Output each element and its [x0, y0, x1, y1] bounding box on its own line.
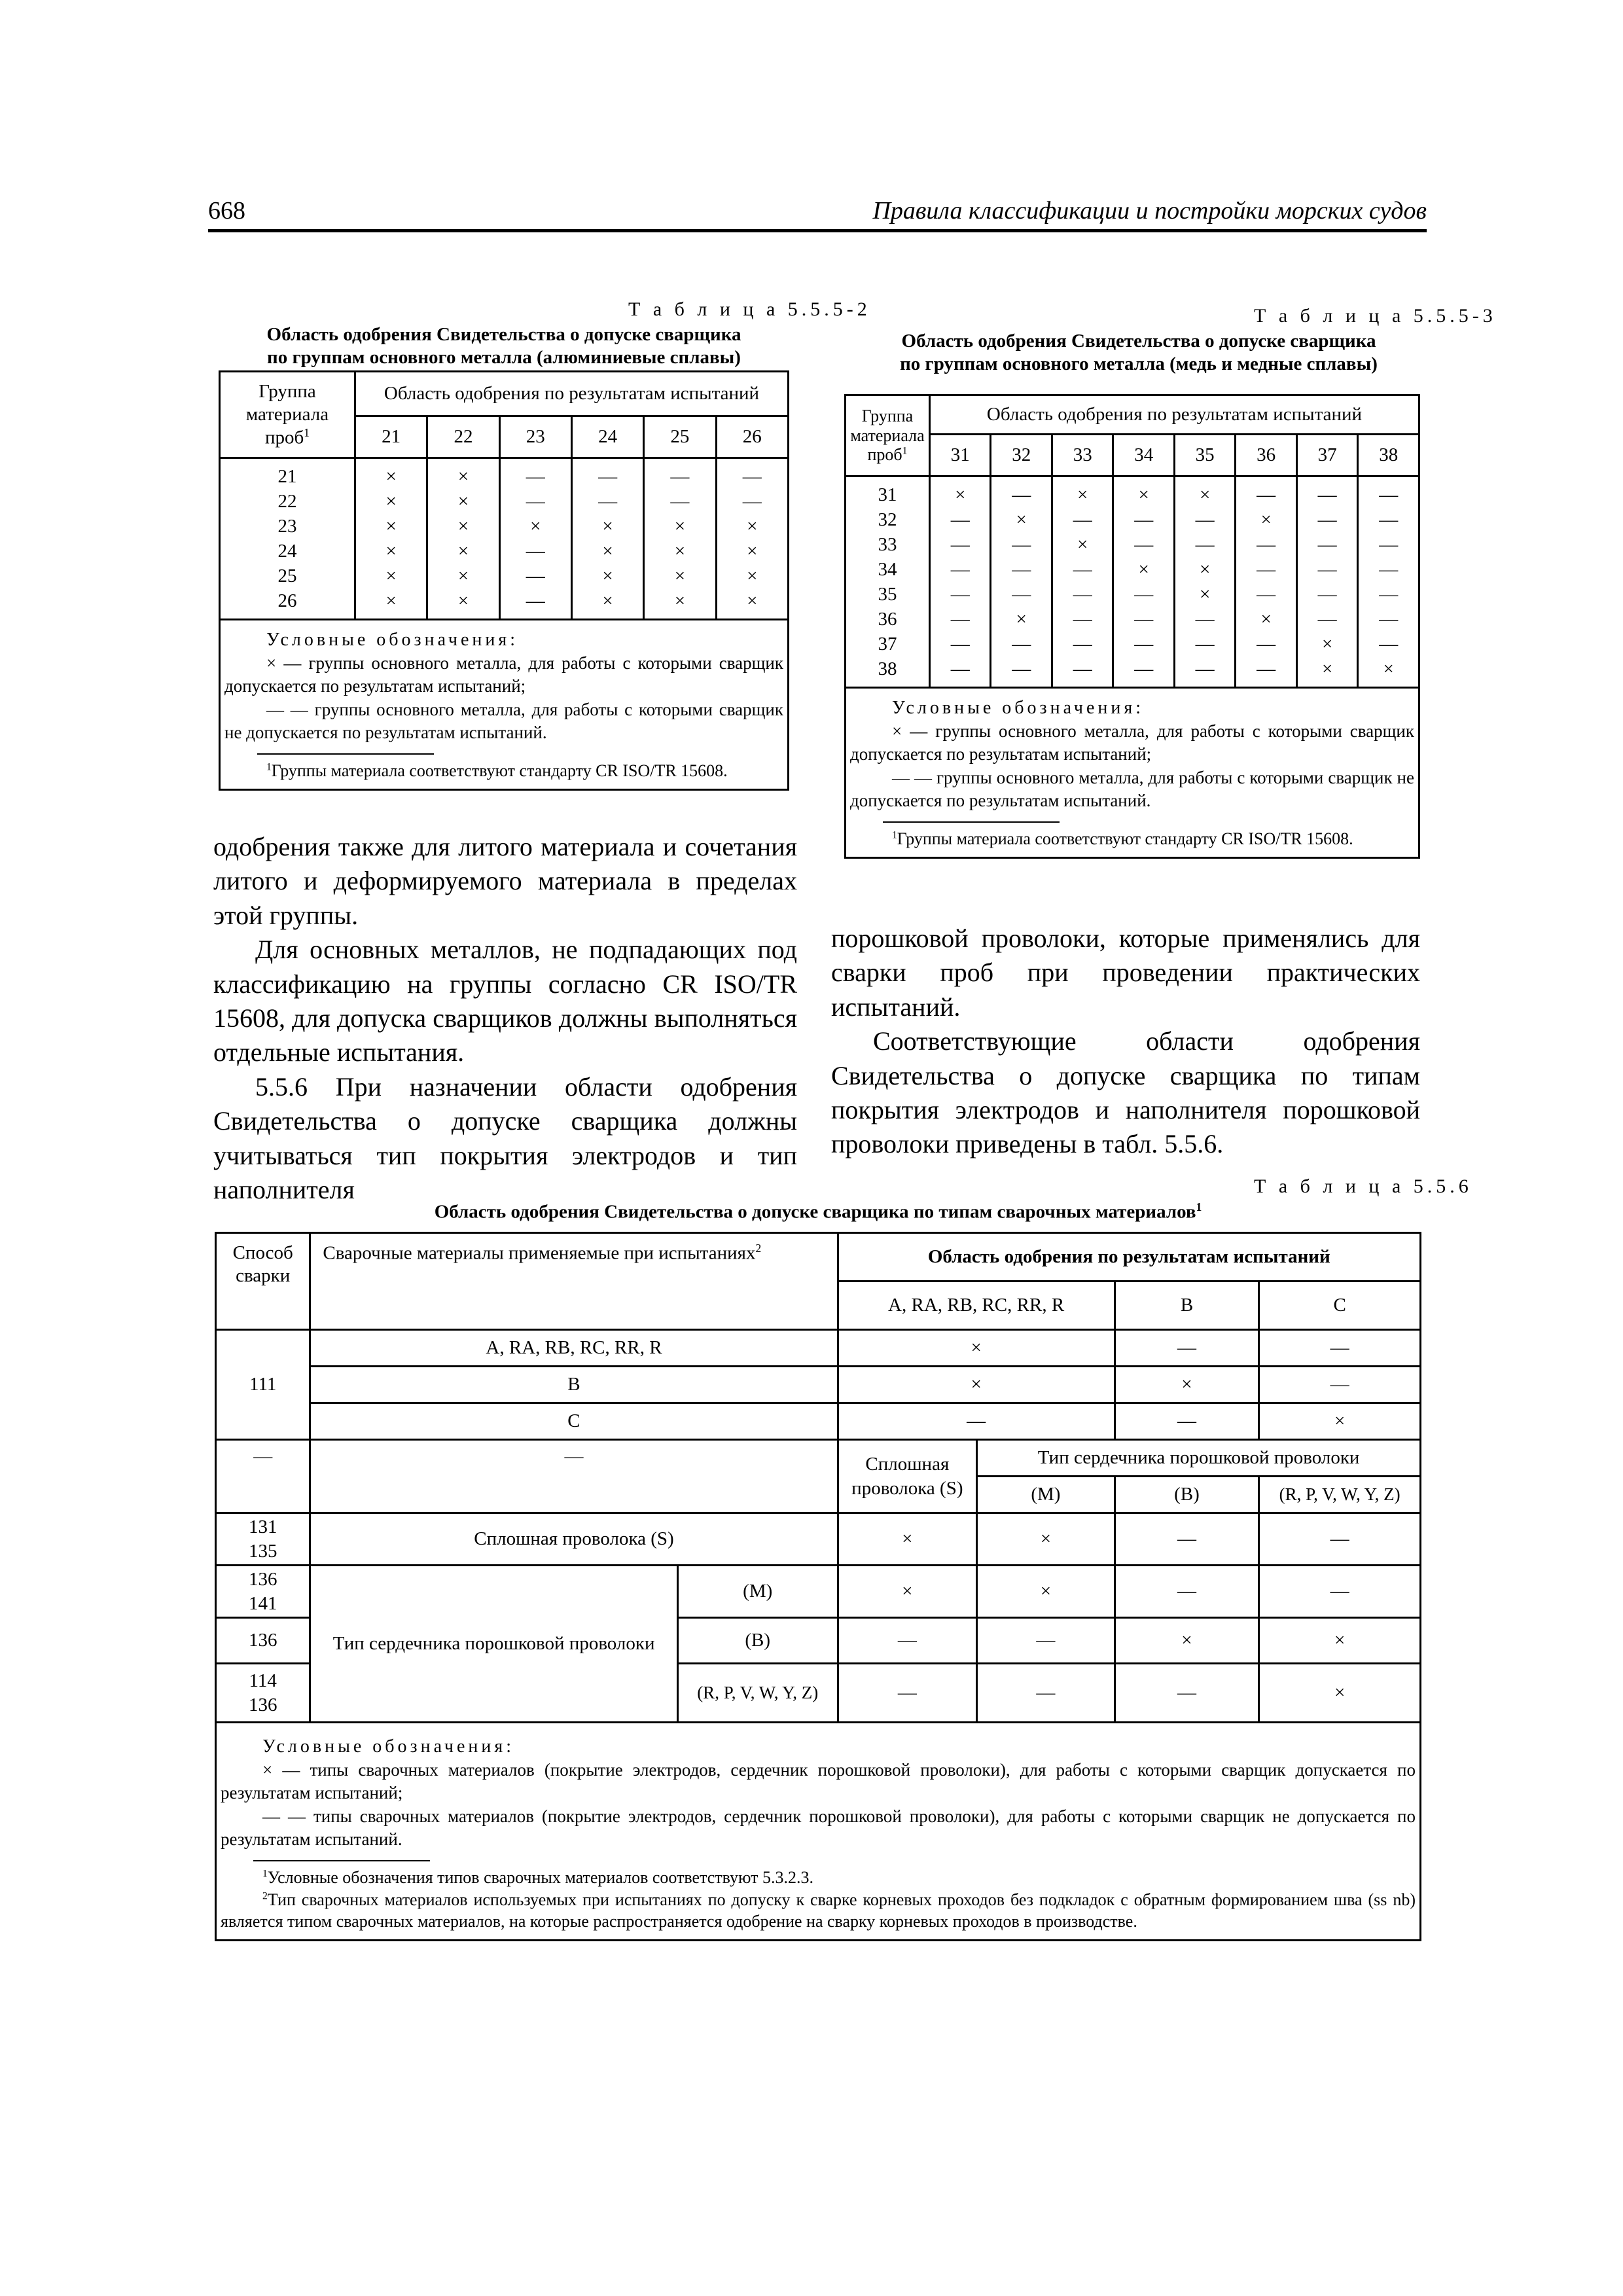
cell-mark: —: [1073, 559, 1092, 580]
table2-header-area: Область одобрения по результатам испытаний: [930, 395, 1419, 435]
t3-header-method: Способ сварки: [216, 1233, 310, 1330]
cell-mark: —: [1195, 658, 1215, 679]
table2-value-column: [930, 476, 991, 688]
legend-x: × — группы основного металла, для работы с которыми сварщик допускается по результатам испытаний;: [850, 721, 1414, 764]
t3-method-m: 136 141: [216, 1566, 310, 1618]
table3-footnote-1: Условные обозначения типов сварочных материалов соответствуют 5.3.2.3.: [267, 1867, 813, 1887]
t3-cell: ×: [977, 1513, 1115, 1566]
t3-core-label: Тип сердечника порошковой проволоки: [310, 1566, 678, 1723]
table2-value-column: [1358, 476, 1419, 688]
t3-cell: —: [1259, 1513, 1421, 1566]
t1-col-header: 25: [644, 416, 716, 458]
group-label: 37: [878, 634, 897, 655]
cell-mark: —: [1012, 534, 1031, 555]
cell-mark: —: [1134, 534, 1154, 555]
cell-mark: —: [526, 541, 545, 562]
t3-method-b: 136: [216, 1618, 310, 1664]
t3-cell: ×: [1259, 1403, 1421, 1440]
cell-mark: —: [1317, 559, 1337, 580]
cell-mark: —: [670, 466, 690, 487]
table3: [215, 1232, 1421, 1941]
t3-sub-solid: Сплошная проволока (S): [838, 1440, 977, 1513]
cell-mark: ×: [1383, 658, 1394, 679]
cell-mark: ×: [1321, 634, 1333, 655]
legend-x: × — группы основного металла, для работы с которыми сварщик допускается по результатам испытаний;: [224, 653, 783, 696]
table2-value-column: [991, 476, 1052, 688]
cell-mark: —: [1134, 509, 1154, 530]
t3-sub-m: (M): [977, 1477, 1115, 1513]
table1-header-area: Область одобрения по результатам испытаний: [355, 372, 789, 416]
cell-mark: ×: [1077, 484, 1088, 505]
cell-mark: ×: [674, 590, 686, 611]
group-label: 26: [277, 590, 297, 611]
t2-col-header: 33: [1052, 435, 1113, 476]
body-paragraph-section: [213, 1070, 797, 1208]
table2-value-column: [1052, 476, 1113, 688]
cell-mark: —: [1012, 584, 1031, 605]
cell-mark: —: [950, 584, 970, 605]
t3-cell: ×: [1115, 1367, 1259, 1403]
cell-mark: ×: [1260, 609, 1272, 630]
table2-caption-line: по группам основного металла (медь и медные сплавы): [900, 353, 1378, 374]
section-number: 5.5.6: [255, 1071, 308, 1102]
table1-footnote: Группы материала соответствуют стандарту CR ISO/TR 15608.: [271, 761, 728, 780]
legend-dash: — — группы основного металла, для работы с которыми сварщик не допускается по результатам испытаний.: [850, 767, 1414, 810]
cell-mark: —: [526, 466, 545, 487]
t3-cell: —: [1259, 1367, 1421, 1403]
footnote-rule: [883, 821, 1060, 823]
cell-mark: ×: [1138, 559, 1149, 580]
table2-value-column: [1296, 476, 1357, 688]
cell-mark: —: [1073, 584, 1092, 605]
t3-header-c3: C: [1259, 1282, 1421, 1330]
cell-mark: ×: [674, 541, 686, 562]
cell-mark: ×: [1200, 584, 1211, 605]
t3-mat: A, RA, RB, RC, RR, R: [310, 1330, 838, 1367]
t3-cell: ×: [838, 1513, 977, 1566]
t3-mat: (B): [677, 1618, 838, 1664]
table1-caption-line: по группам основного металла (алюминиевые сплавы): [267, 346, 741, 368]
t1-col-header: 22: [427, 416, 499, 458]
table2-group-column: [846, 476, 930, 688]
cell-mark: —: [1134, 584, 1154, 605]
group-label: 38: [878, 658, 897, 679]
cell-mark: —: [1379, 634, 1399, 655]
cell-mark: —: [1379, 484, 1399, 505]
cell-mark: —: [1195, 609, 1215, 630]
cell-mark: ×: [602, 590, 613, 611]
table1-header-group: Группа материала проб$^1$: [220, 372, 355, 458]
table2-footnote: Группы материала соответствуют стандарту CR ISO/TR 15608.: [897, 829, 1353, 848]
cell-mark: —: [1195, 634, 1215, 655]
t3-mat: B: [310, 1367, 838, 1403]
cell-mark: ×: [457, 541, 469, 562]
group-label: 31: [878, 484, 897, 505]
cell-mark: ×: [602, 565, 613, 586]
table2-value-column: [1113, 476, 1174, 688]
t3-method-s: 131 135: [216, 1513, 310, 1566]
cell-mark: —: [742, 491, 762, 512]
cell-mark: ×: [385, 590, 397, 611]
footnote-rule: [253, 1860, 430, 1861]
t1-col-header: 21: [355, 416, 427, 458]
body-left: [213, 830, 797, 1207]
cell-mark: —: [950, 634, 970, 655]
t3-mat: (M): [677, 1566, 838, 1618]
cell-mark: —: [1012, 658, 1031, 679]
cell-mark: —: [526, 590, 545, 611]
header-rule: [208, 229, 1427, 232]
table2: [844, 394, 1420, 859]
cell-mark: —: [1257, 484, 1276, 505]
legend-dash: — — типы сварочных материалов (покрытие электродов, сердечник порошковой проволоки), для работы с которыми сварщик не допускается по результатам испытаний.: [221, 1806, 1416, 1849]
t3-sub-core: Тип сердечника порошковой проволоки: [977, 1440, 1421, 1477]
t3-cell: —: [1115, 1566, 1259, 1618]
cell-mark: —: [1317, 609, 1337, 630]
t3-cell: —: [1115, 1513, 1259, 1566]
cell-mark: —: [1257, 584, 1276, 605]
table1-caption: [209, 323, 798, 369]
cell-mark: ×: [674, 565, 686, 586]
t2-col-header: 38: [1358, 435, 1419, 476]
cell-mark: —: [1134, 658, 1154, 679]
t3-cell: ×: [977, 1566, 1115, 1618]
t3-cell: —: [1115, 1403, 1259, 1440]
cell-mark: ×: [457, 590, 469, 611]
legend-dash: — — группы основного металла, для работы с которыми сварщик не допускается по результатам испытаний.: [224, 699, 783, 742]
t3-header-materials-text: Сварочные материалы применяемые при испытаниях: [323, 1242, 756, 1264]
cell-mark: ×: [1260, 509, 1272, 530]
cell-mark: —: [950, 658, 970, 679]
table1-value-column: [571, 458, 643, 620]
cell-mark: —: [526, 565, 545, 586]
cell-mark: ×: [385, 491, 397, 512]
t3-sub-mat: —: [310, 1440, 838, 1513]
t2-col-header: 37: [1296, 435, 1357, 476]
cell-mark: —: [1012, 484, 1031, 505]
table2-number: Т а б л и ц а 5.5.5-3: [1254, 305, 1497, 327]
cell-mark: —: [1257, 634, 1276, 655]
cell-mark: —: [950, 609, 970, 630]
table3-legend-cell: Условные обозначения: × — типы сварочных материалов (покрытие электродов, сердечник порошковой проволоки), для работы с которыми сварщик допускается по результатам испытаний; — — типы сварочных материалов (покрытие электродов, сердечник порошковой проволоки), для работы с которыми сварщик не допускается по результатам испытаний. $^1$Условные обозначения типов сварочных материалов соответствуют 5.3.2.3. $^2$Тип сварочных материалов используемых при испытаниях по допуску к сварке корневых проходов без подкладок с обратным формированием шва (ss nb) является типом сварочных материалов, на которые распространяется одобрение на сварку корневых проходов в производстве.: [216, 1723, 1421, 1941]
cell-mark: ×: [1200, 484, 1211, 505]
cell-mark: ×: [457, 491, 469, 512]
t3-cell: —: [838, 1403, 1115, 1440]
cell-mark: —: [526, 491, 545, 512]
cell-mark: —: [1195, 534, 1215, 555]
cell-mark: ×: [1016, 609, 1027, 630]
cell-mark: —: [1317, 584, 1337, 605]
t3-cell: —: [977, 1618, 1115, 1664]
t3-method-r: 114 136: [216, 1664, 310, 1723]
t3-cell: ×: [838, 1330, 1115, 1367]
cell-mark: —: [1073, 634, 1092, 655]
body-paragraph: одобрения также для литого материала и сочетания литого и деформируемого материала в пределах этой группы.: [213, 832, 797, 930]
group-label: 33: [878, 534, 897, 555]
t2-col-header: 36: [1236, 435, 1296, 476]
cell-mark: ×: [747, 590, 758, 611]
t3-cell: —: [1259, 1566, 1421, 1618]
t3-cell: —: [838, 1618, 977, 1664]
group-label: 22: [277, 491, 297, 512]
cell-mark: ×: [1200, 559, 1211, 580]
group-label: 36: [878, 609, 897, 630]
body-paragraph: Для основных металлов, не подпадающих под классификацию на группы согласно CR ISO/TR 15608, для допуска сварщиков должны выполняться отдельные испытания.: [213, 935, 797, 1067]
cell-mark: —: [1379, 534, 1399, 555]
table2-caption: [844, 330, 1433, 376]
t3-header-materials: Сварочные материалы применяемые при испытаниях$^2$: [310, 1233, 838, 1330]
cell-mark: —: [1134, 609, 1154, 630]
cell-mark: —: [950, 509, 970, 530]
cell-mark: —: [1257, 559, 1276, 580]
cell-mark: —: [1379, 559, 1399, 580]
t3-cell: ×: [838, 1367, 1115, 1403]
cell-mark: —: [1317, 509, 1337, 530]
cell-mark: ×: [602, 516, 613, 537]
cell-mark: ×: [385, 565, 397, 586]
cell-mark: —: [1073, 658, 1092, 679]
cell-mark: —: [598, 491, 618, 512]
table1-value-column: [427, 458, 499, 620]
t3-cell: —: [838, 1664, 977, 1723]
t3-cell: ×: [1115, 1618, 1259, 1664]
cell-mark: ×: [1016, 509, 1027, 530]
cell-mark: ×: [674, 516, 686, 537]
t3-header-area: Область одобрения по результатам испытаний: [838, 1233, 1420, 1282]
t3-header-c2: B: [1115, 1282, 1259, 1330]
cell-mark: —: [950, 534, 970, 555]
t1-col-header: 23: [499, 416, 571, 458]
t3-method-111: 111: [216, 1330, 310, 1440]
table1-group-column: [220, 458, 355, 620]
footnote-rule: [257, 753, 434, 755]
group-label: 35: [878, 584, 897, 605]
legend-title: Условные обозначения:: [892, 698, 1145, 718]
t3-cell: ×: [838, 1566, 977, 1618]
cell-mark: ×: [457, 516, 469, 537]
table2-value-column: [1236, 476, 1296, 688]
cell-mark: —: [1317, 484, 1337, 505]
page-number: 668: [208, 197, 245, 224]
table2-header-group: Группа материала проб$^1$: [846, 395, 930, 476]
cell-mark: —: [598, 466, 618, 487]
cell-mark: ×: [385, 516, 397, 537]
cell-mark: —: [1012, 634, 1031, 655]
table1-value-column: [716, 458, 788, 620]
t3-cell: —: [1259, 1330, 1421, 1367]
cell-mark: —: [1379, 584, 1399, 605]
t3-mat: Сплошная проволока (S): [310, 1513, 838, 1566]
t3-mat: C: [310, 1403, 838, 1440]
body-right: [831, 922, 1420, 1162]
table2-legend-cell: Условные обозначения: × — группы основного металла, для работы с которыми сварщик допускается по результатам испытаний; — — группы основного металла, для работы с которыми сварщик не допускается по результатам испытаний. $^1$Группы материала соответствуют стандарту CR ISO/TR 15608.: [846, 688, 1419, 858]
t2-col-header: 34: [1113, 435, 1174, 476]
cell-mark: —: [1134, 634, 1154, 655]
cell-mark: ×: [747, 541, 758, 562]
t2-col-header: 35: [1174, 435, 1235, 476]
table1-value-column: [499, 458, 571, 620]
table1-caption-line: Область одобрения Свидетельства о допуске сварщика: [266, 324, 741, 345]
cell-mark: ×: [1321, 658, 1333, 679]
t3-sub-r: (R, P, V, W, Y, Z): [1259, 1477, 1421, 1513]
t3-sub-b: (B): [1115, 1477, 1259, 1513]
cell-mark: —: [1073, 609, 1092, 630]
cell-mark: ×: [530, 516, 541, 537]
table2-caption-line: Область одобрения Свидетельства о допуске сварщика: [901, 331, 1376, 351]
cell-mark: ×: [747, 516, 758, 537]
group-label: 32: [878, 509, 897, 530]
t3-header-c1: A, RA, RB, RC, RR, R: [838, 1282, 1115, 1330]
table1-value-column: [644, 458, 716, 620]
t3-cell: —: [977, 1664, 1115, 1723]
group-label: 21: [277, 466, 297, 487]
t2-col-header: 31: [930, 435, 991, 476]
cell-mark: —: [1379, 609, 1399, 630]
cell-mark: ×: [747, 565, 758, 586]
t1-col-header: 24: [571, 416, 643, 458]
cell-mark: —: [742, 466, 762, 487]
table3-number: Т а б л и ц а 5.5.6: [1254, 1175, 1472, 1197]
group-label: 23: [277, 516, 297, 537]
cell-mark: —: [950, 559, 970, 580]
table1-number: Т а б л и ц а 5.5.5-2: [628, 298, 871, 320]
body-paragraph: Соответствующие области одобрения Свидетельства о допуске сварщика по типам покрытия электродов и наполнителя порошковой проволоки приведены в табл. 5.5.6.: [831, 1026, 1420, 1159]
t2-col-header: 32: [991, 435, 1052, 476]
cell-mark: —: [1195, 509, 1215, 530]
cell-mark: ×: [385, 541, 397, 562]
cell-mark: ×: [602, 541, 613, 562]
t3-mat: (R, P, V, W, Y, Z): [677, 1664, 838, 1723]
cell-mark: —: [1379, 509, 1399, 530]
cell-mark: ×: [1077, 534, 1088, 555]
legend-title: Условные обозначения:: [262, 1736, 515, 1757]
group-label: 24: [277, 541, 297, 562]
table2-value-column: [1174, 476, 1235, 688]
cell-mark: ×: [457, 565, 469, 586]
group-label: 34: [878, 559, 897, 580]
cell-mark: —: [670, 491, 690, 512]
table1: [219, 370, 789, 791]
t3-cell: —: [1115, 1330, 1259, 1367]
cell-mark: —: [1012, 559, 1031, 580]
cell-mark: ×: [1138, 484, 1149, 505]
table1-value-column: [355, 458, 427, 620]
t3-cell: ×: [1259, 1618, 1421, 1664]
t3-sub-method: —: [216, 1440, 310, 1513]
body-paragraph: порошковой проволоки, которые применялись для сварки проб при проведении практических испытаний.: [831, 924, 1420, 1022]
cell-mark: —: [1317, 534, 1337, 555]
cell-mark: —: [1073, 509, 1092, 530]
t3-cell: ×: [1259, 1664, 1421, 1723]
table3-caption: Область одобрения Свидетельства о допуске сварщика по типам сварочных материалов$^1$: [434, 1200, 1202, 1223]
section-text: При назначении области одобрения Свидетельства о допуске сварщика должны учитываться тип покрытия электродов и тип наполнителя: [213, 1071, 797, 1204]
cell-mark: ×: [385, 466, 397, 487]
cell-mark: ×: [457, 466, 469, 487]
running-title: Правила классификации и постройки морских судов: [872, 197, 1427, 224]
group-label: 25: [277, 565, 297, 586]
legend-title: Условные обозначения:: [266, 630, 519, 650]
table1-legend-cell: Условные обозначения: × — группы основного металла, для работы с которыми сварщик допускается по результатам испытаний; — — группы основного металла, для работы с которыми сварщик не допускается по результатам испытаний. $^1$Группы материала соответствуют стандарту CR ISO/TR 15608.: [220, 620, 789, 790]
cell-mark: ×: [955, 484, 966, 505]
legend-x: × — типы сварочных материалов (покрытие электродов, сердечник порошковой проволоки), для работы с которыми сварщик допускается по результатам испытаний;: [221, 1760, 1416, 1803]
table3-caption-text: Область одобрения Свидетельства о допуске сварщика по типам сварочных материалов: [434, 1201, 1196, 1223]
cell-mark: —: [1257, 658, 1276, 679]
cell-mark: —: [1257, 534, 1276, 555]
t3-cell: —: [1115, 1664, 1259, 1723]
table3-footnote-2: Тип сварочных материалов используемых при испытаниях по допуску к сварке корневых проходов без подкладок с обратным формированием шва (ss nb) является типом сварочных материалов, на которые распространяется одобрение на сварку корневых проходов в производстве.: [221, 1890, 1416, 1931]
t1-col-header: 26: [716, 416, 788, 458]
